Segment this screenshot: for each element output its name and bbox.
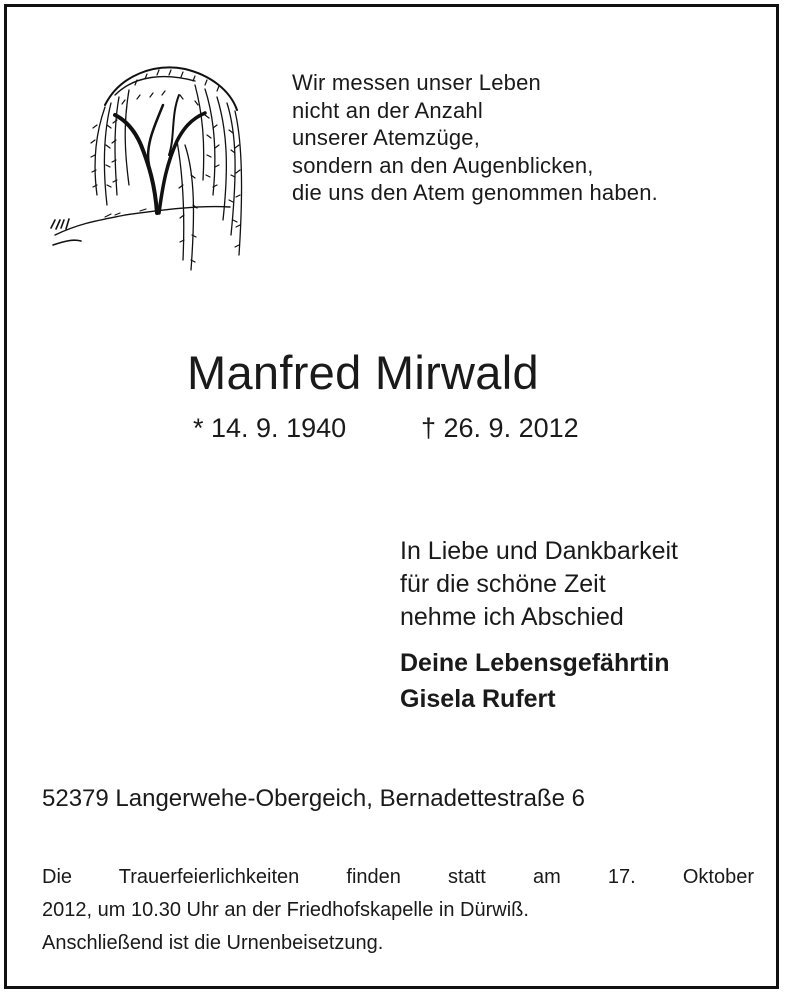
notice-line: Anschließend ist die Urnenbeisetzung. xyxy=(42,932,384,954)
signer-line: Deine Lebensgefährtin xyxy=(400,649,670,677)
quote-line: unserer Atemzüge, xyxy=(292,125,481,150)
quote-line: nicht an der Anzahl xyxy=(292,97,483,123)
weeping-willow-icon xyxy=(45,45,265,285)
death-date: † 26. 9. 2012 xyxy=(421,413,579,443)
funeral-notice xyxy=(42,861,754,960)
birth-date: * 14. 9. 1940 xyxy=(193,413,347,443)
tribute-text xyxy=(400,535,678,634)
signers xyxy=(400,645,670,717)
notice-line: Die Trauerfeierlichkeiten finden statt am 17. Oktober xyxy=(42,866,754,888)
quote-line: die uns den Atem genommen haben. xyxy=(292,180,658,205)
tribute-line: nehme ich Abschied xyxy=(400,603,624,631)
life-dates xyxy=(193,413,579,444)
signer-line: Gisela Rufert xyxy=(400,685,556,713)
tribute-line: für die schöne Zeit xyxy=(400,570,606,598)
tribute-line: In Liebe und Dankbarkeit xyxy=(400,537,678,565)
address: 52379 Langerwehe-Obergeich, Bernadettestraße 6 xyxy=(42,785,586,812)
obituary-frame xyxy=(4,4,779,989)
notice-line: 2012, um 10.30 Uhr an der Friedhofskapelle in Dürwiß. xyxy=(42,899,529,921)
memorial-quote xyxy=(292,69,658,207)
deceased-name: Manfred Mirwald xyxy=(187,346,539,399)
quote-line: Wir messen unser Leben xyxy=(292,70,541,95)
quote-line: sondern an den Augenblicken, xyxy=(292,152,594,178)
